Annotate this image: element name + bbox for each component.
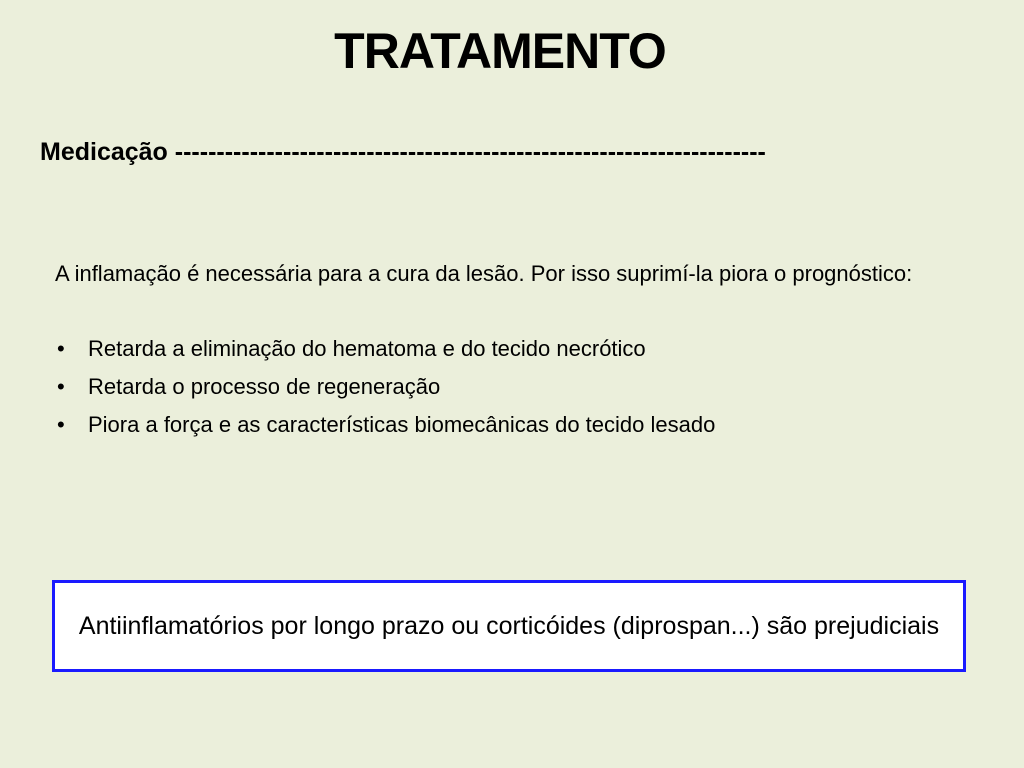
list-item [55, 330, 975, 368]
content-block [55, 256, 975, 444]
callout-box [52, 580, 966, 672]
bullet-icon: • [57, 412, 65, 437]
section-heading: Medicação ----------------------------------------------------------------------- [40, 138, 766, 166]
bullet-icon: • [57, 374, 65, 399]
bullet-icon: • [57, 336, 65, 361]
list-item-text: Piora a força e as características biomecânicas do tecido lesado [88, 412, 716, 437]
list-item [55, 406, 975, 444]
bullet-list [55, 330, 975, 444]
list-item-text: Retarda a eliminação do hematoma e do tecido necrótico [88, 336, 646, 361]
list-item-text: Retarda o processo de regeneração [88, 374, 441, 399]
list-item [55, 368, 975, 406]
callout-text: Antiinflamatórios por longo prazo ou corticóides (diprospan...) são prejudiciais [78, 611, 940, 640]
slide-title: TRATAMENTO [334, 23, 666, 79]
intro-paragraph: A inflamação é necessária para a cura da lesão. Por isso suprimí-la piora o prognóstico: [55, 261, 913, 286]
